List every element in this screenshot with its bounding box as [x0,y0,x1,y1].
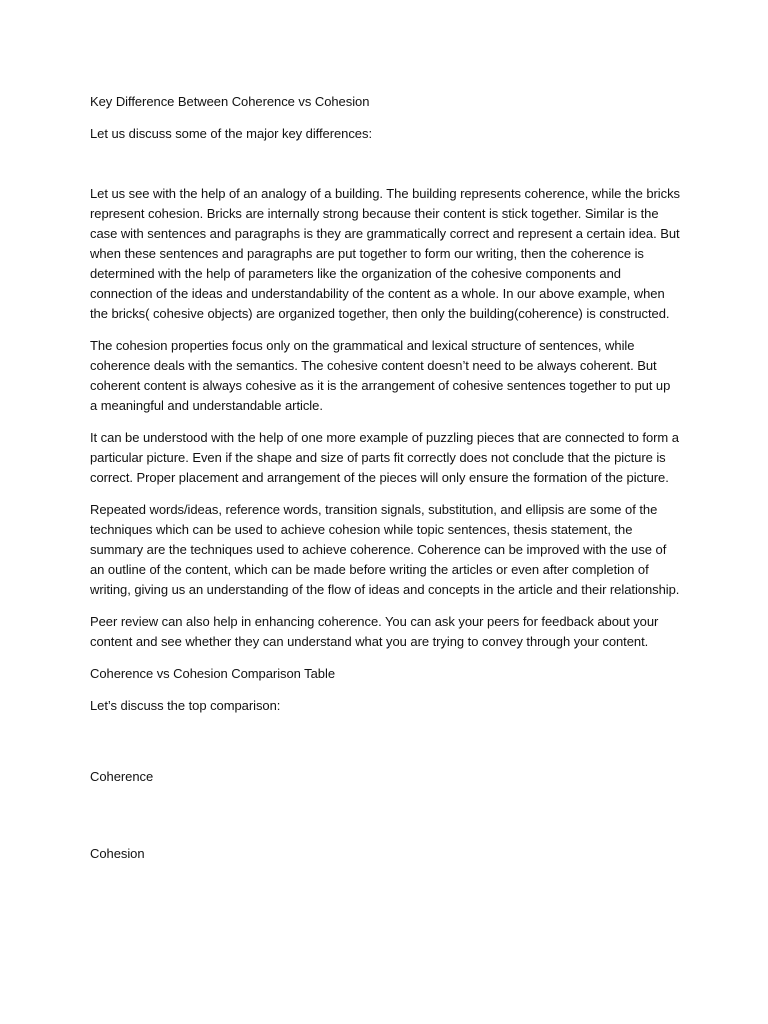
paragraph-peer-review: Peer review can also help in enhancing coherence. You can ask your peers for feedback about your content and see whether they can understand what you are trying to convey through your content. [90,614,659,649]
blank-line [90,799,680,844]
blank-line [90,728,680,767]
paragraph-building-analogy: Let us see with the help of an analogy of a building. The building represents coherence, while the bricks represent cohesion. Bricks are internally strong because their content is stick together. Similar is the case with sentences and paragraphs is they are grammatically correct and represent a certain idea. But when these sentences and paragraphs are put together to form our writing, then the coherence is determined with the help of parameters like the organization of the cohesive components and connection of the ideas and understandability of the content as a whole. In our above example, when the bricks( cohesive objects) are organized together, then only the building(coherence) is constructed. [90,186,680,321]
table-column-coherence: Coherence [90,769,154,784]
document-content [90,92,680,876]
paragraph-cohesion-properties: The cohesion properties focus only on the grammatical and lexical structure of sentences, while coherence deals with the semantics. The cohesive content doesn’t need to be always coherent. But coherent content is always cohesive as it is the arrangement of cohesive sentences together to put up a meaningful and understandable article. [90,338,671,413]
comparison-table-intro: Let’s discuss the top comparison: [90,698,281,713]
document-heading: Key Difference Between Coherence vs Cohesion [90,94,370,109]
blank-line [90,156,680,184]
table-column-cohesion: Cohesion [90,846,145,861]
comparison-table-heading: Coherence vs Cohesion Comparison Table [90,666,335,681]
intro-paragraph: Let us discuss some of the major key differences: [90,126,373,141]
paragraph-techniques: Repeated words/ideas, reference words, transition signals, substitution, and ellipsis are some of the techniques which can be used to achieve cohesion while topic sentences, thesis statement, the summary are the techniques used to achieve coherence. Coherence can be improved with the use of an outline of the content, which can be made before writing the articles or even after completion of writing, giving us an understanding of the flow of ideas and concepts in the article and their relationship. [90,502,680,597]
paragraph-puzzle-example: It can be understood with the help of one more example of puzzling pieces that are connected to form a particular picture. Even if the shape and size of parts fit correctly does not conclude that the picture is correct. Proper placement and arrangement of the pieces will only ensure the formation of the picture. [90,430,679,485]
